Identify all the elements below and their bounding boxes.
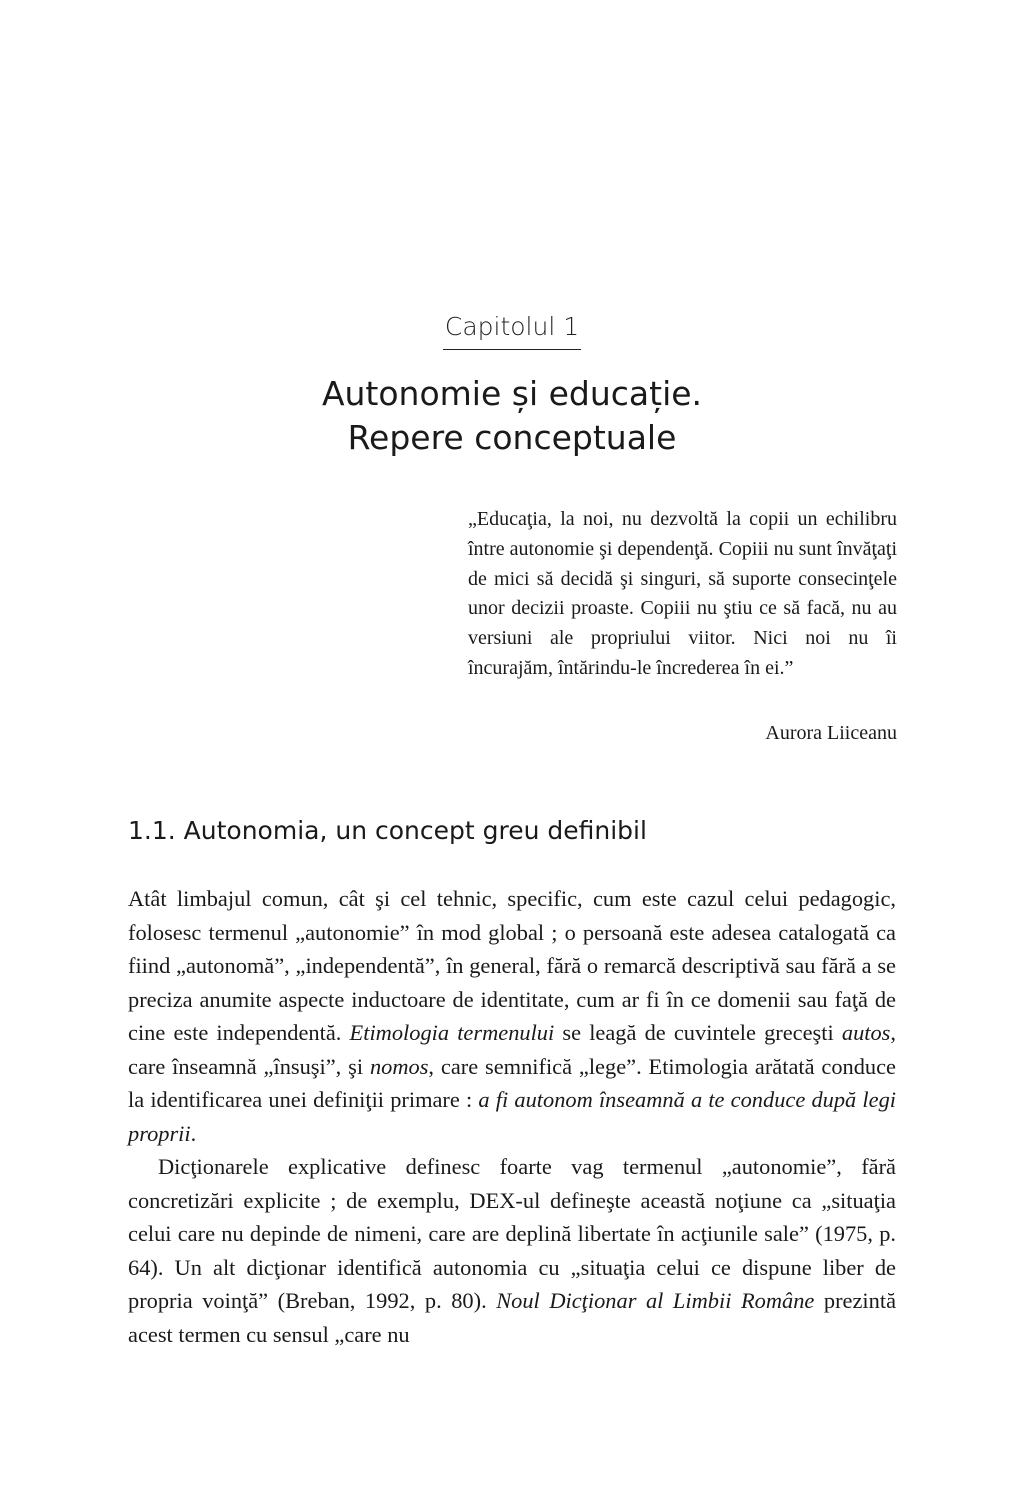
chapter-label [0, 312, 1024, 350]
chapter-title [0, 372, 1024, 460]
paragraph-1-italic-etimologia: Etimologia termenului [349, 1020, 555, 1045]
paragraph-1-italic-autos: autos [841, 1020, 891, 1045]
section-heading: 1.1. Autonomia, un concept greu definibil [128, 816, 647, 845]
chapter-title-line-2: Repere conceptuale [347, 418, 677, 457]
epigraph-text: „Educaţia, la noi, nu dezvoltă la copii un echilibru între autonomie şi dependenţă. Copiii nu sunt învăţaţi de mici să decidă şi singuri, să suporte consecinţele unor decizii proaste. Copiii nu ştiu ce să facă, nu au versiuni ale propriului viitor. Nici noi nu îi încurajăm, întărindu-le încrederea în ei.” [468, 508, 897, 679]
paragraph-1-text-d: , care semnifică „lege”. Etimologia arătată conduce la identificarea unei definiţii primare : [128, 1053, 896, 1112]
paragraph-1-text-a: Atât limbajul comun, cât şi cel tehnic, specific, cum este cazul celui pedagogic, folosesc termenul „autonomie” în mod global ; o persoană este adesea catalogată ca fiind „autonomă”, „independentă”, în general, fără o remarcă descriptivă sau fără a se preciza anumite aspecte inductoare de identitate, cum ar fi în ce domenii sau faţă de cine este independentă. [128, 886, 896, 1045]
paragraph-1-italic-nomos: nomos [369, 1053, 429, 1079]
paragraph-2-text-b: prezintă acest termen cu sensul „care nu [128, 1288, 897, 1347]
paragraph-1-text-c: , care înseamnă „însuşi”, şi [128, 1020, 897, 1079]
paragraph-1-text-e: . [190, 1120, 197, 1146]
paragraph-2-italic-dictionary-title: Noul Dicţionar al Limbii Române [496, 1288, 815, 1313]
paragraph-1 [128, 882, 896, 1150]
body-text [128, 882, 896, 1351]
chapter-label-text: Capitolul 1 [443, 312, 581, 350]
epigraph-quote [468, 505, 897, 684]
epigraph-author: Aurora Liiceanu [765, 722, 897, 744]
paragraph-1-italic-definition: a fi autonom înseamnă a te conduce după legi proprii [128, 1087, 896, 1146]
paragraph-2 [128, 1150, 896, 1351]
paragraph-1-text-b: se leagă de cuvintele greceşti [554, 1020, 842, 1045]
chapter-title-line-1: Autonomie și educație. [321, 374, 703, 413]
paragraph-2-text-a: Dicţionarele explicative definesc foarte vag termenul „autonomie”, fără concretizări explicite ; de exemplu, DEX-ul defineşte această noţiune ca „situaţia celui care nu depinde de nimeni, care are deplină libertate în acţiunile sale” (1975, p. 64). Un alt dicţionar identifică autonomia cu „situaţia celui ce dispune liber de propria voinţă” (Breban, 1992, p. 80). [128, 1154, 896, 1313]
